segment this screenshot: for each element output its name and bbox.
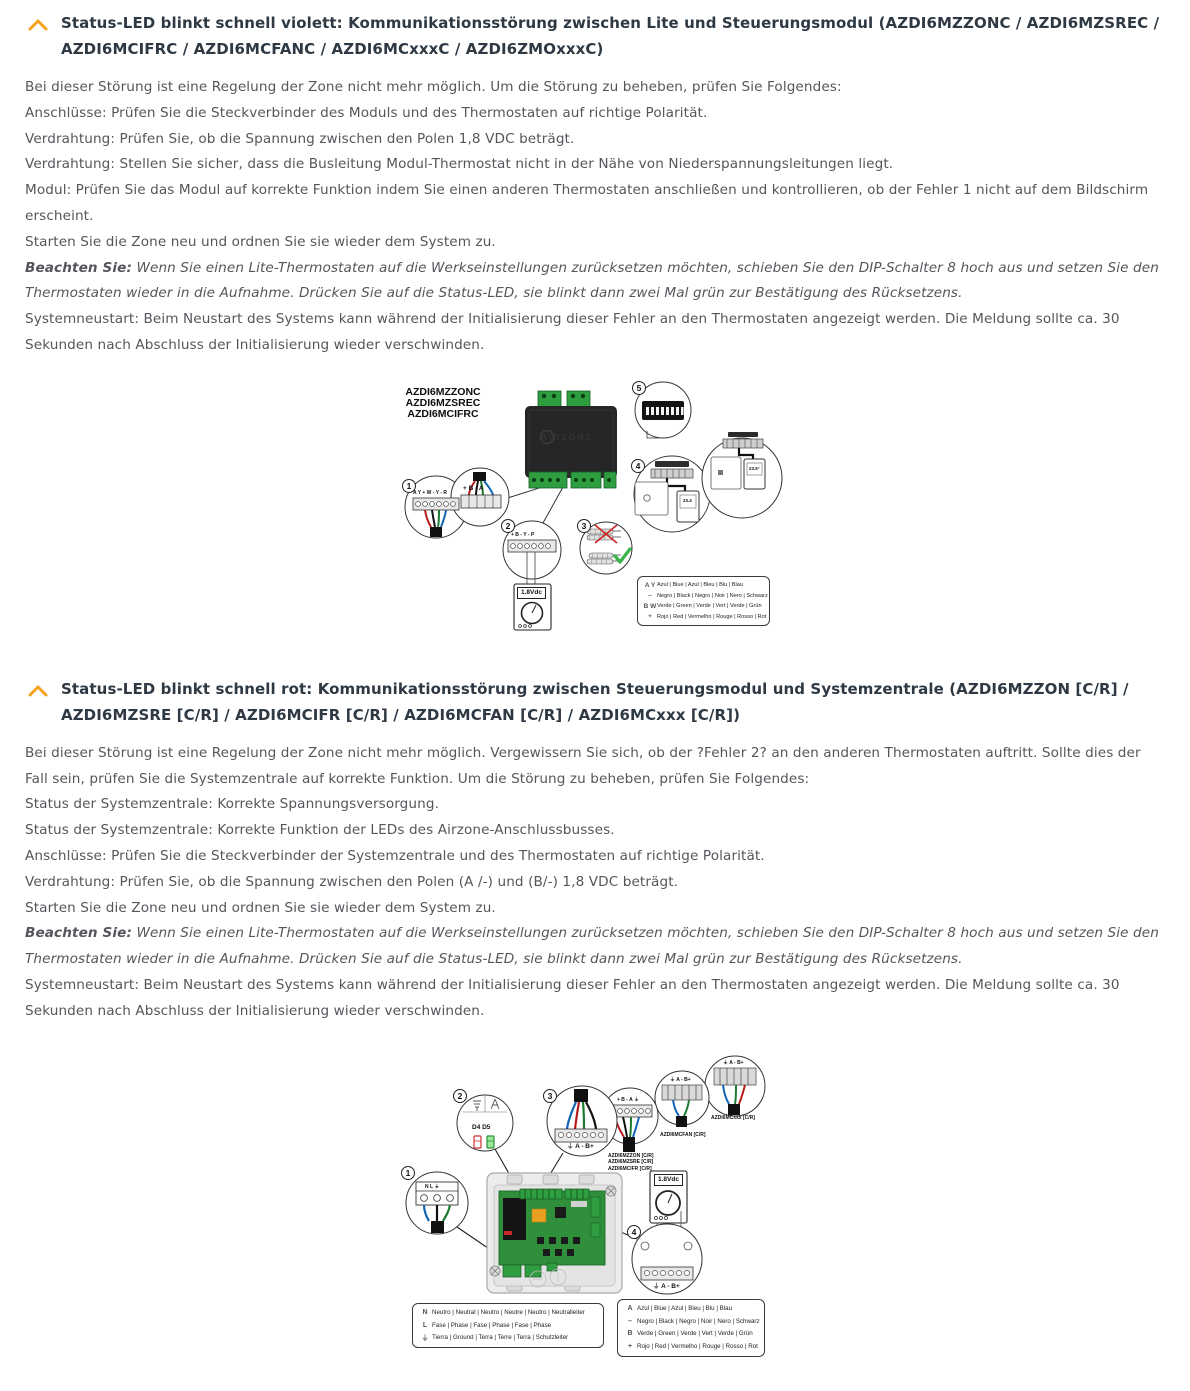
legend-row (643, 611, 767, 622)
paragraph: Systemneustart: Beim Neustart des Systems kann während der Initialisierung dieser Fehler an den Thermostaten angezeigt werden. Die Meldung sollte ca. 30 Sekunden nach Abschluss der Initialisierung wieder verschwinden. (25, 976, 1120, 1019)
paragraph: Status der Systemzentrale: Korrekte Funktion der LEDs des Airzone-Anschlussbusses. (25, 822, 615, 839)
paragraph: Starten Sie die Zone neu und ordnen Sie sie wieder dem System zu. (25, 899, 496, 916)
legend-text: Neutro | Neutral | Neutro | Neutre | Neutro | Neutralleiter (432, 1309, 585, 1317)
paragraph: Bei dieser Störung ist eine Regelung der Zone nicht mehr möglich. Vergewissern Sie sich, ob der ?Fehler 2? an den anderen Thermostaten auftritt. Sollte dies der Fall sein, prüfen Sie die Systemzentrale auf korrekte Funktion. Um die Störung zu beheben, prüfen Sie Folgendes: (25, 744, 1141, 787)
section-body (25, 75, 1165, 359)
legend-row (643, 590, 768, 601)
product-label: AZDI6MCIFRC (407, 407, 479, 420)
bus-terminal-label: ⏚ A - B+ (653, 1282, 680, 1290)
legend-row (418, 1307, 598, 1320)
notice-text: Wenn Sie einen Lite-Thermostaten auf die Werkseinstellungen zurücksetzen möchten, schieben Sie den DIP-Schalter 8 hoch aus und setzen Sie den Thermostaten wieder in die Aufnahme. Drücken Sie auf die Status-LED, sie blinkt dann zwei Mal grün zur Bestätigung des Rücksetzens. (25, 925, 1159, 968)
legend-symbol: – (648, 592, 652, 600)
callout-5: 5 (632, 381, 646, 395)
legend-text: Negro | Black | Negro | Noir | Nero | Schwarz (637, 1317, 760, 1325)
notice-text: Wenn Sie einen Lite-Thermostaten auf die Werkseinstellungen zurücksetzen möchten, schieben Sie den DIP-Schalter 8 hoch aus und setzen Sie den Thermostaten wieder in die Aufnahme. Drücken Sie auf die Status-LED, sie blinkt dann zwei Mal grün zur Bestätigung des Rücksetzens. (25, 259, 1159, 302)
legend-row (418, 1319, 598, 1332)
product-label: AZDI6MZZONC (405, 385, 481, 398)
legend-symbol: B W (643, 602, 657, 610)
paragraph: Status der Systemzentrale: Korrekte Spannungsversorgung. (25, 796, 439, 813)
legend-symbol: B (627, 1330, 633, 1338)
callout-3: 3 (577, 519, 591, 533)
device-label: AZDI6MZSRE [C/R] (608, 1159, 654, 1166)
legend-symbol: N (422, 1309, 428, 1317)
device-label: AZDI6MCxxx [C/R] (711, 1114, 755, 1121)
paragraph: Bei dieser Störung ist eine Regelung der Zone nicht mehr möglich. Um die Störung zu beheben, prüfen Sie Folgendes: (25, 79, 842, 95)
legend-symbol: ⏚ (421, 1334, 429, 1342)
section-status-led-violet (25, 10, 1165, 644)
section-body (25, 741, 1165, 1025)
airzone-logo: AIRZONE (541, 431, 594, 442)
callout-1: 1 (402, 479, 416, 493)
legend-symbol: + (648, 613, 652, 621)
multimeter-reading: 1.8Vdc (517, 587, 546, 599)
legend-text: Rojo | Red | Vermelho | Rouge | Rosso | Rot (657, 613, 767, 620)
callout-2: 2 (453, 1089, 467, 1103)
device-label: AZDI6MCFAN [C/R] (660, 1131, 706, 1138)
section-title: Status-LED blinkt schnell violett: Kommunikationsstörung zwischen Lite und Steuerungsmodul (AZDI6MZZONC / AZDI6MZSREC / AZDI6MCIFRC / AZDI6MCFANC / AZDI6MCxxxC / AZDI6ZMOxxxC) (61, 14, 1160, 58)
wiring-diagram-module (395, 379, 795, 644)
product-label: AZDI6MZSREC (405, 396, 481, 409)
legend-text: Azul | Blue | Azul | Bleu | Blu | Blau (637, 1305, 733, 1313)
power-wire-legend (412, 1303, 604, 1349)
legend-row (623, 1315, 759, 1328)
legend-row (643, 580, 764, 591)
wiring-diagram-central-unit (395, 1041, 795, 1371)
legend-text: Rojo | Red | Vermelho | Rouge | Rosso | Rot (637, 1342, 758, 1350)
legend-text: Verde | Green | Verde | Vert | Verde | Grün (657, 603, 762, 610)
chevron-up-icon (28, 18, 48, 31)
accordion-header-violet[interactable] (25, 10, 1165, 62)
device-label: AZDI6MZZON [C/R] (608, 1152, 654, 1159)
bus-terminal-label: ⏚ A - B+ (670, 1076, 691, 1083)
paragraph: Modul: Prüfen Sie das Modul auf korrekte Funktion indem Sie einen anderen Thermostaten anschließen und kontrollieren, ob der Fehler 1 nicht auf dem Bildschirm erscheint. (25, 182, 1149, 224)
callout-1: 1 (401, 1166, 415, 1180)
legend-text: Azul | Blue | Azul | Bleu | Blu | Blau (657, 582, 743, 589)
legend-row (623, 1340, 759, 1353)
callout-4: 4 (627, 1225, 641, 1239)
bus-terminal-label: + B - A ⏚ (617, 1096, 639, 1103)
legend-row (623, 1328, 759, 1341)
terminal-label: + B - A (463, 484, 484, 492)
notice-label: Beachten Sie: (25, 925, 133, 942)
led-labels: D4 D5 (472, 1123, 491, 1131)
paragraph: Verdrahtung: Prüfen Sie, ob die Spannung zwischen den Polen (A /-) und (B/-) 1,8 VDC beträgt. (25, 873, 679, 890)
callout-4: 4 (631, 459, 645, 473)
legend-row (418, 1332, 598, 1345)
legend-symbol: – (628, 1317, 632, 1325)
thermostat-temperature: 23.4 (683, 497, 692, 503)
notice-label: Beachten Sie: (25, 259, 133, 276)
legend-symbol: + (627, 1342, 633, 1350)
legend-symbol: A (627, 1305, 633, 1313)
notice-paragraph (25, 921, 1165, 973)
device-label-list (608, 1153, 654, 1173)
notice-paragraph (25, 256, 1165, 308)
bus-terminal-label: ⏚ A - B+ (723, 1059, 744, 1066)
section-status-led-red (25, 676, 1165, 1371)
product-label-list (403, 387, 483, 420)
legend-symbol: L (422, 1321, 428, 1329)
legend-row (623, 1303, 759, 1316)
legend-text: Verde | Green | Verde | Vert | Verde | Grün (637, 1330, 753, 1338)
device-label: AZDI6MCIFR [C/R] (608, 1165, 652, 1172)
paragraph: Verdrahtung: Prüfen Sie, ob die Spannung zwischen den Polen 1,8 VDC beträgt. (25, 130, 575, 147)
paragraph: Anschlüsse: Prüfen Sie die Steckverbinder der Systemzentrale und des Thermostaten auf richtige Polarität. (25, 847, 765, 864)
paragraph: Systemneustart: Beim Neustart des Systems kann während der Initialisierung dieser Fehler an den Thermostaten angezeigt werden. Die Meldung sollte ca. 30 Sekunden nach Abschluss der Initialisierung wieder verschwinden. (25, 311, 1120, 353)
bus-terminal-label: ⏚ A - B+ (567, 1142, 594, 1150)
legend-text: Fase | Phase | Fase | Phase | Fase | Phase (432, 1321, 552, 1329)
paragraph: Verdrahtung: Stellen Sie sicher, dass die Busleitung Modul-Thermostat nicht in der Nähe von Niederspannungsleitungen liegt. (25, 156, 894, 173)
wire-color-legend (637, 576, 770, 626)
legend-row (643, 601, 764, 612)
callout-2: 2 (501, 519, 515, 533)
multimeter-reading: 1.8Vdc (654, 1174, 683, 1186)
accordion-header-red[interactable] (25, 676, 1165, 728)
legend-symbol: A Y (644, 581, 656, 589)
callout-3: 3 (543, 1089, 557, 1103)
chevron-up-icon (28, 684, 48, 697)
terminal-label: A Y + W - Y - R (413, 489, 448, 496)
thermostat-temperature: 23.5° (749, 465, 760, 471)
section-title: Status-LED blinkt schnell rot: Kommunikationsstörung zwischen Steuerungsmodul und Systemzentrale (AZDI6MZZON [C/R] / AZDI6MZSRE [C/R] / AZDI6MCIFR [C/R] / AZDI6MCFAN [C/R] / AZDI6MCxxx [C/R]) (61, 679, 1129, 724)
paragraph: Starten Sie die Zone neu und ordnen Sie sie wieder dem System zu. (25, 233, 496, 250)
paragraph: Anschlüsse: Prüfen Sie die Steckverbinder des Moduls und des Thermostaten auf richtige Polarität. (25, 104, 708, 121)
bus-wire-legend (617, 1299, 765, 1357)
legend-text: Negro | Black | Negro | Noir | Nero | Schwarz (657, 592, 768, 599)
power-terminal-label: N L ⏚ (425, 1183, 440, 1190)
legend-text: Tierra | Ground | Terra | Terre | Terra | Schutzleiter (432, 1334, 569, 1342)
terminal-label: + B - Y - P (511, 531, 535, 538)
